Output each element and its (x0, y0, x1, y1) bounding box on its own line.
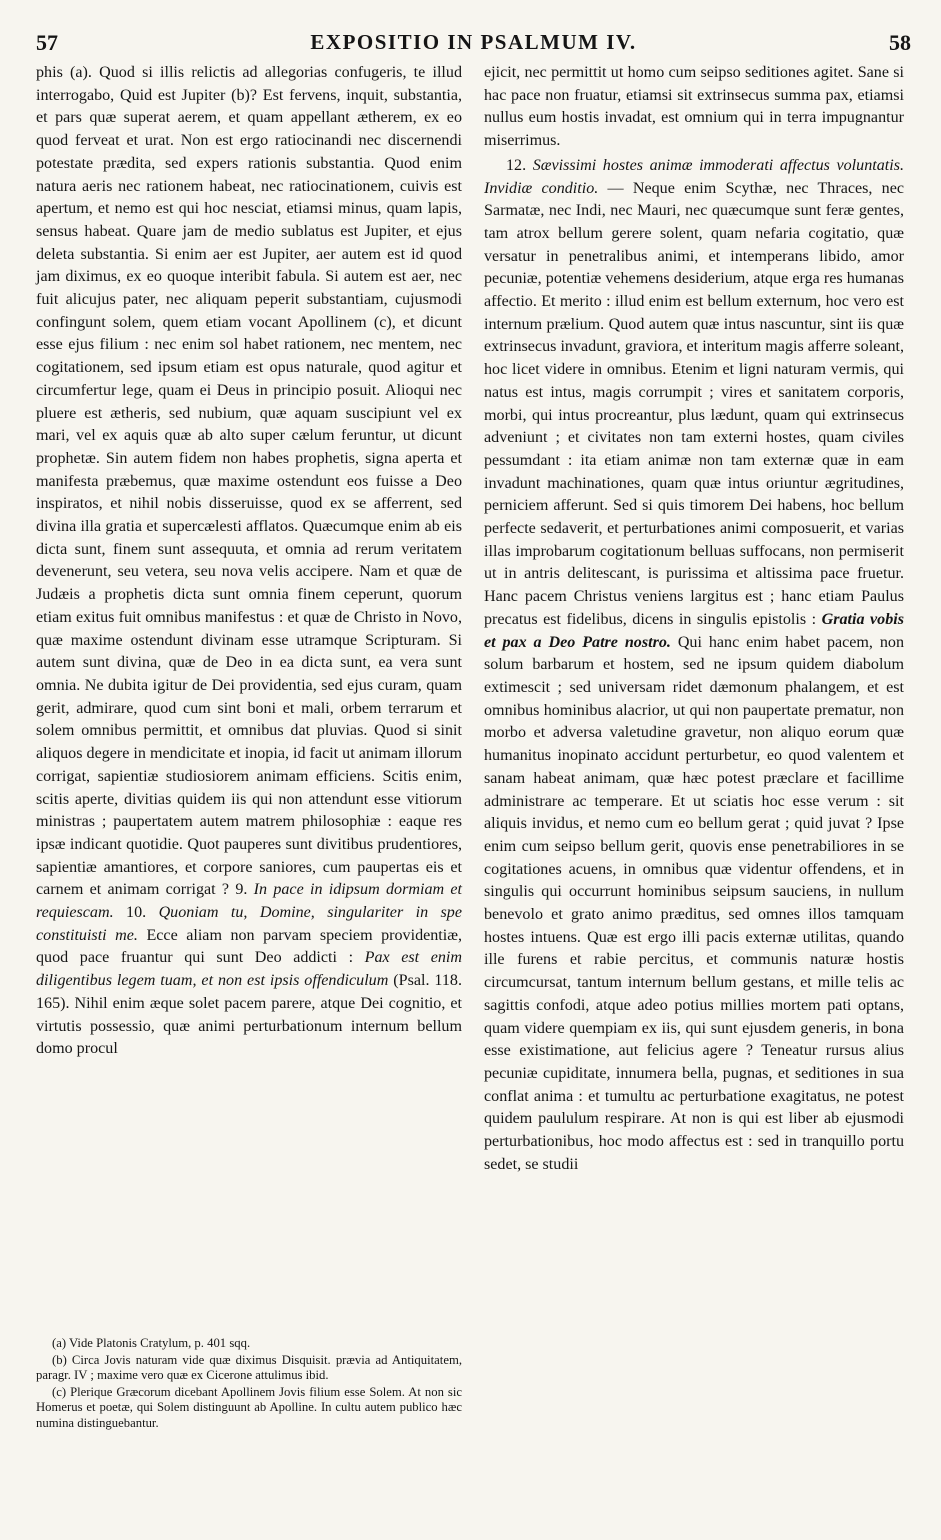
right-paragraph-continued: ejicit, nec permittit ut homo cum seipso seditiones agitet. Sane si hac pace non fruatur, etiamsi sit extrinsecus summa pax, etiamsi nullus eum hostis invadat, est omnium qui in terra impugnantur miserrimus. (484, 64, 904, 150)
scripture-quote: Pax est enim diligentibus legem tuam, et non est ipsis offendiculum (36, 949, 463, 990)
running-header (36, 30, 911, 58)
footnote: (c) Plerique Græcorum dicebant Apollinem Jovis filium esse Solem. At non sic Homerus et poetæ, qui Solem distinguunt ab Apolline. In cultu autem publico hæc numina distinguebantur. (36, 1384, 462, 1430)
section-number: 12. (506, 156, 527, 174)
right-column (484, 62, 904, 1176)
scripture-quote: In pace in idipsum dormiam et requiescam. (36, 881, 462, 922)
scripture-quote: Quoniam tu, Domine, singulariter in spe constituisti me. (36, 904, 462, 944)
running-title: EXPOSITIO IN PSALMUM IV. (310, 30, 637, 54)
footnote: (b) Circa Jovis naturam vide quæ diximus Disquisit. prævia ad Antiquitatem, paragr. IV ; maxime vero quæ ex Cicerone attulimus ibid. (36, 1352, 462, 1383)
left-paragraph: phis (a). Quod si illis relictis ad allegorias confugeris, te illud interrogabo, Quid est Jupiter (b)? Est fervens, inquit, substantia, et pars quæ superat aerem, et quam appellant ætherem, ex eo quod ferveat et urat. Non est ergo ratiocinandi nec discernendi potestate prædita, sed expers rationis substantia. Quod enim natura aeris nec rationem habeat, nec ratiocinationem, cuivis est apertum, et nemo est qui hoc nesciat, etiamsi minus, quam lapis, sensus habeat. Quare jam de medio sublatus est Jupiter, et ejus deleta substantia. Si enim aer est Jupiter, aer autem est id quod jam diximus, ex eo quoque interibit fabula. Si autem est aer, nec fuit alicujus pater, nec aliquam peperit substantiam, cujusmodi confingunt solem, quem etiam vocant Apollinem (c), et dicunt esse ejus filium : nec enim sol habet rationem, nec mentem, nec cogitationem, sed ipsum etiam est opus naturale, quod agitur et circumfertur lege, quam ei Deus in principio posuit. Alioqui nec pluere est ætheris, sed nubium, quæ aquam suscipiunt vel ex mari, vel ex aquis quæ ab alto super cælum feruntur, ut dicunt prophetæ. Sin autem fidem non habes prophetis, signa aperta et manifesta præbemus, quæ maxime ostendunt eos fuisse a Deo inspiratos, et nihil nobis disseruisse, quod ex se afferrent, sed divina illa gratia et supercælesti afflatos. Quæcumque enim ab eis dicta sunt, finem sunt assequuta, et omnia ad rerum veritatem devenerunt, seu vetera, seu nova velis accipere. Nam et quæ de Judæis a prophetis dicta sunt omnia finem ceperunt, quorum etiam exitus fuit omnibus manifestus : et quæ de Christo in Novo, quæ maxime ostendunt divinam esse utramque Scripturam. Si autem sunt divina, quæ de Deo in ea dicta sunt, ea vera sunt omnia. Ne dubita igitur de Dei providentia, sed ejus curam, quam gerit, admirare, quod cum sint boni et mali, orbem terrarum et solem omnibus permittit, et omnibus dat pluvias. Quod si sinit aliquos degere in mendicitate et inopia, id facit ut animam illorum corrigat, sapientiæ studiosiorem animam efficiens. Scitis enim, scitis aperte, divitias quidem iis qui non attendunt esse vitiorum ministras ; paupertatem autem matrem philosophiæ : eaque res ipsæ indicant quotidie. Quot pauperes sunt divitibus prudentiores, sapientiæ amantiores, et corpore saniores, cum paupertas eis et carnem et animam corrigat ? 9. In pace in idipsum dormiam et requiescam. 10. Quoniam tu, Domine, singulariter in spe constituisti me. Ecce aliam non parvam speciem providentiæ, quod pace fruantur qui sunt Deo addicti : Pax est enim diligentibus legem tuam, et non est ipsis offendiculum (Psal. 118. 165). Nihil enim æque solet pacem parere, atque Dei cognitio, et virtutis possessio, quæ animi perturbationum internum bellum domo procul (36, 64, 463, 1058)
footnote: (a) Vide Platonis Cratylum, p. 401 sqq. (52, 1336, 251, 1350)
left-column (36, 62, 462, 1061)
section-12-paragraph: 12. Sævissimi hostes animæ immoderati affectus voluntatis. Invidiæ conditio. — Neque enim Scythæ, nec Thraces, nec Sarmatæ, nec Indi, nec Mauri, nec quæcumque sunt feræ gentes, tam atrox bellum gerere solent, quam nefaria cogitatio, quæ versatur in penetralibus animi, et intemperans libido, amor pecuniæ, potentiæ vehemens desiderium, atque erga res humanas affectio. Et merito : illud enim est bellum externum, hoc vero est internum prælium. Quod autem quæ intus nascuntur, sint iis quæ extrinsecus invadunt, graviora, et interitum magis afferre soleant, hoc licet videre in omnibus. Etenim et ligni naturam vermis, qui natus est intus, magis corrumpit ; vires et sanitatem corporis, morbi, qui intus procreantur, plus lædunt, quam qui extrinsecus adveniunt ; et civitates non tam externi hostes, quam civiles pessumdant : ita etiam animæ non tam externæ quæ in eam invadunt machinationes, quam quæ intus oriuntur ægritudines, perniciem afferunt. Sed si quis timorem Dei habens, hoc bellum perfecte sedaverit, et perturbationes animi composuerit, et varias illas improbarum cogitationum belluas suffocans, non permiserit ut in antris delitescant, is purissima et altissima pace fruetur. Hanc pacem Christus veniens largitus est ; hanc etiam Paulus precatus est fidelibus, dicens in singulis epistolis : Gratia vobis et pax a Deo Patre nostro. Qui hanc enim habet pacem, non solum barbarum et hostem, sed ne ipsum quidem diabolum extimescit ; sed universam ridet dæmonum phalangem, et est omnibus hominibus alacrior, ut qui non paupertate prematur, non morbo et adversa valetudine gravetur, non aliquo eorum quæ humanitus inopinato accidunt perturbetur, eo quod valentem et sanam habeat animam, quæ hæc potest præclare et facillime administrare ac temperare. Et ut sciatis hoc esse verum : sit aliquis invidus, et nemo cum eo bellum gerat ; quid juvat ? Ipse enim cum seipso bellum gerit, quovis ense penetrabiliores in se cogitationes acuens, in omnibus quæ videntur offendens, et in singulis qui occurrunt hominibus seipsum sauciens, in nullum benevolo et grato animo præditus, sed omnes illos tamquam hostes intuens. Quæ est ergo illi pacis externæ utilitas, quando ille furens et rabie percitus, et communis naturæ hostis circumcursat, tantum internum bellum gestans, et mille telis ac sagittis confodi, atque adeo potius millies mortem pati optans, quam videre quempiam ex iis, qui sunt ejusdem generis, in bona esse existimatione, aut felicius agere ? Teneatur rursus alius pecuniæ cupiditate, innumera bella, pugnas, et seditiones in sua conflat anima : et tumultu ac perturbatione exagitatus, ne potest quidem paululum respirare. At non is qui est liber ab ejusmodi perturbationibus, hoc modo affectus est : sed in tranquillo portu sedet, se studii (484, 156, 904, 1173)
page-number-left: 57 (36, 30, 58, 55)
section-heading: Sævissimi hostes animæ immoderati affectus voluntatis. Invidiæ conditio. (484, 156, 904, 197)
page-number-right: 58 (889, 30, 911, 55)
footnotes (36, 1336, 462, 1433)
scripture-reference: (Psal. 118. 165). (36, 972, 462, 1012)
scripture-quote: Gratia vobis et pax a Deo Patre nostro. (484, 610, 904, 651)
